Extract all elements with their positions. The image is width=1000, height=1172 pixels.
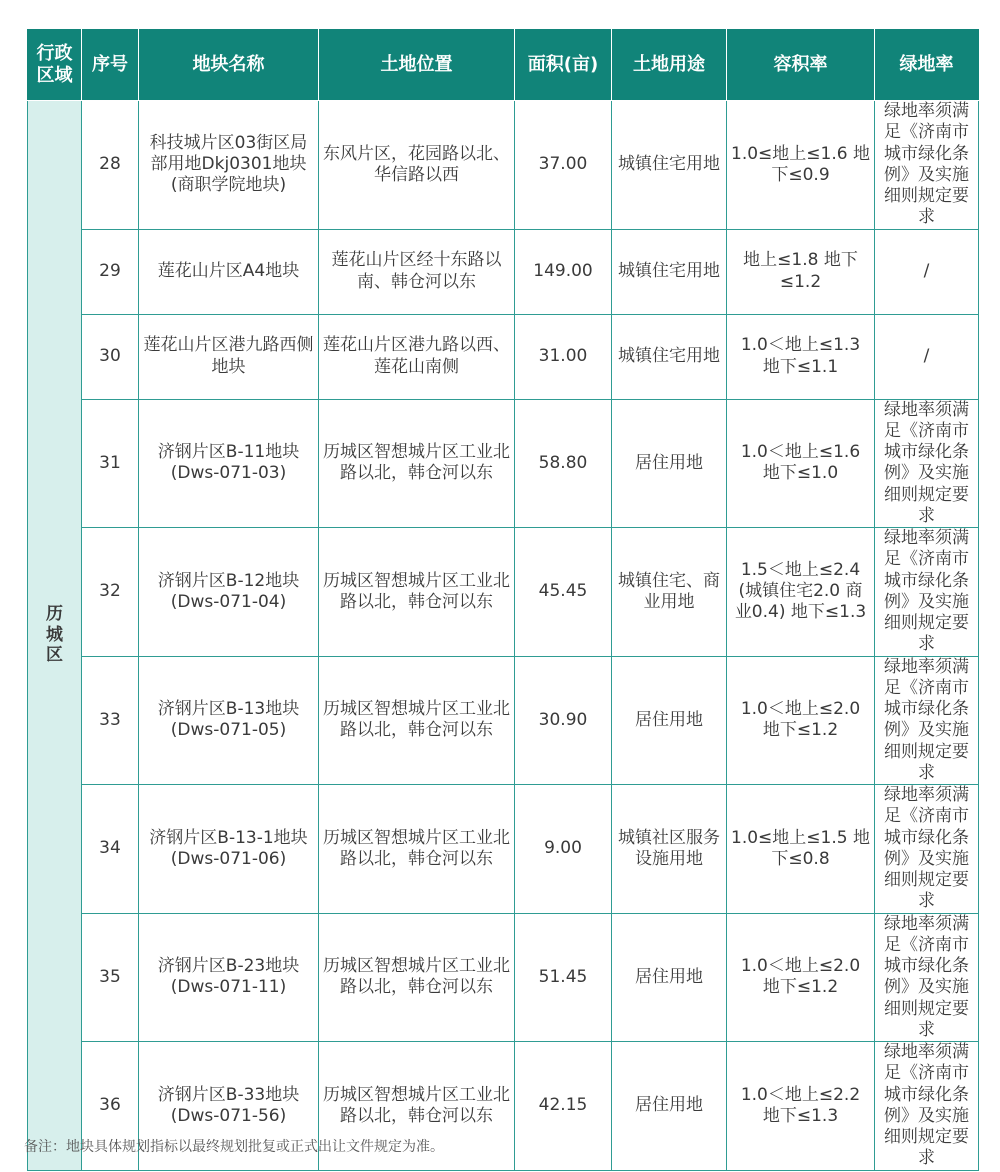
- table-row: [28, 229, 979, 314]
- cell-far: 地上≤1.8 地下≤1.2: [727, 229, 875, 314]
- cell-area: 58.80: [515, 399, 612, 528]
- cell-green: 绿地率须满足《济南市城市绿化条例》及实施细则规定要求: [875, 399, 979, 528]
- cell-seq: 34: [82, 785, 139, 914]
- cell-green: 绿地率须满足《济南市城市绿化条例》及实施细则规定要求: [875, 913, 979, 1042]
- cell-seq: 29: [82, 229, 139, 314]
- header-seq: 序号: [82, 30, 139, 101]
- cell-green: 绿地率须满足《济南市城市绿化条例》及实施细则规定要求: [875, 785, 979, 914]
- header-use: 土地用途: [612, 30, 727, 101]
- cell-use: 城镇社区服务设施用地: [612, 785, 727, 914]
- header-area: 面积(亩): [515, 30, 612, 101]
- header-name: 地块名称: [139, 30, 319, 101]
- cell-use: 城镇住宅用地: [612, 101, 727, 230]
- cell-area: 149.00: [515, 229, 612, 314]
- cell-name: 莲花山片区A4地块: [139, 229, 319, 314]
- cell-name: 济钢片区B-11地块(Dws-071-03): [139, 399, 319, 528]
- cell-location: 历城区智想城片区工业北路以北，韩仓河以东: [319, 399, 515, 528]
- table-header-row: [28, 30, 979, 101]
- cell-area: 30.90: [515, 656, 612, 785]
- cell-far: 1.0＜地上≤2.0 地下≤1.2: [727, 913, 875, 1042]
- cell-far: 1.0＜地上≤1.3 地下≤1.1: [727, 314, 875, 399]
- cell-location: 历城区智想城片区工业北路以北，韩仓河以东: [319, 913, 515, 1042]
- cell-use: 城镇住宅用地: [612, 229, 727, 314]
- cell-use: 居住用地: [612, 1042, 727, 1171]
- cell-seq: 32: [82, 528, 139, 657]
- header-far: 容积率: [727, 30, 875, 101]
- cell-location: 历城区智想城片区工业北路以北，韩仓河以东: [319, 528, 515, 657]
- cell-area: 37.00: [515, 101, 612, 230]
- table-row: [28, 528, 979, 657]
- footnote: 备注：地块具体规划指标以最终规划批复或正式出让文件规定为准。: [24, 1139, 444, 1155]
- cell-location: 历城区智想城片区工业北路以北，韩仓河以东: [319, 1042, 515, 1171]
- cell-green: /: [875, 314, 979, 399]
- cell-green: 绿地率须满足《济南市城市绿化条例》及实施细则规定要求: [875, 656, 979, 785]
- header-green: 绿地率: [875, 30, 979, 101]
- cell-location: 历城区智想城片区工业北路以北，韩仓河以东: [319, 656, 515, 785]
- land-plot-table: [27, 29, 979, 1171]
- cell-location: 历城区智想城片区工业北路以北，韩仓河以东: [319, 785, 515, 914]
- cell-location: 莲花山片区经十东路以南、韩仓河以东: [319, 229, 515, 314]
- cell-green: 绿地率须满足《济南市城市绿化条例》及实施细则规定要求: [875, 528, 979, 657]
- cell-seq: 28: [82, 101, 139, 230]
- table-row: [28, 314, 979, 399]
- cell-seq: 30: [82, 314, 139, 399]
- cell-far: 1.0≤地上≤1.5 地下≤0.8: [727, 785, 875, 914]
- table-row: [28, 656, 979, 785]
- cell-green: 绿地率须满足《济南市城市绿化条例》及实施细则规定要求: [875, 101, 979, 230]
- cell-green: 绿地率须满足《济南市城市绿化条例》及实施细则规定要求: [875, 1042, 979, 1171]
- header-district: 行政区域: [28, 30, 82, 101]
- cell-seq: 36: [82, 1042, 139, 1171]
- land-plot-table-wrapper: [27, 29, 978, 1171]
- cell-area: 31.00: [515, 314, 612, 399]
- cell-location: 东风片区，花园路以北、华信路以西: [319, 101, 515, 230]
- cell-use: 城镇住宅用地: [612, 314, 727, 399]
- cell-name: 济钢片区B-23地块(Dws-071-11): [139, 913, 319, 1042]
- district-cell: [28, 101, 82, 1171]
- cell-area: 9.00: [515, 785, 612, 914]
- cell-far: 1.0≤地上≤1.6 地下≤0.9: [727, 101, 875, 230]
- cell-far: 1.0＜地上≤1.6 地下≤1.0: [727, 399, 875, 528]
- cell-name: 科技城片区03街区局部用地Dkj0301地块(商职学院地块): [139, 101, 319, 230]
- cell-green: /: [875, 229, 979, 314]
- cell-seq: 31: [82, 399, 139, 528]
- cell-name: 济钢片区B-33地块(Dws-071-56): [139, 1042, 319, 1171]
- cell-name: 济钢片区B-13-1地块(Dws-071-06): [139, 785, 319, 914]
- cell-seq: 35: [82, 913, 139, 1042]
- table-row: [28, 101, 979, 230]
- cell-area: 42.15: [515, 1042, 612, 1171]
- cell-name: 莲花山片区港九路西侧地块: [139, 314, 319, 399]
- cell-far: 1.5＜地上≤2.4 (城镇住宅2.0 商业0.4) 地下≤1.3: [727, 528, 875, 657]
- table-row: [28, 785, 979, 914]
- header-location: 土地位置: [319, 30, 515, 101]
- cell-far: 1.0＜地上≤2.2 地下≤1.3: [727, 1042, 875, 1171]
- cell-seq: 33: [82, 656, 139, 785]
- cell-location: 莲花山片区港九路以西、莲花山南侧: [319, 314, 515, 399]
- cell-area: 51.45: [515, 913, 612, 1042]
- table-row: [28, 913, 979, 1042]
- district-label: 历城区: [46, 604, 63, 666]
- cell-area: 45.45: [515, 528, 612, 657]
- cell-use: 居住用地: [612, 399, 727, 528]
- cell-far: 1.0＜地上≤2.0 地下≤1.2: [727, 656, 875, 785]
- table-row: [28, 399, 979, 528]
- cell-name: 济钢片区B-12地块(Dws-071-04): [139, 528, 319, 657]
- cell-use: 城镇住宅、商业用地: [612, 528, 727, 657]
- cell-use: 居住用地: [612, 913, 727, 1042]
- cell-use: 居住用地: [612, 656, 727, 785]
- cell-name: 济钢片区B-13地块(Dws-071-05): [139, 656, 319, 785]
